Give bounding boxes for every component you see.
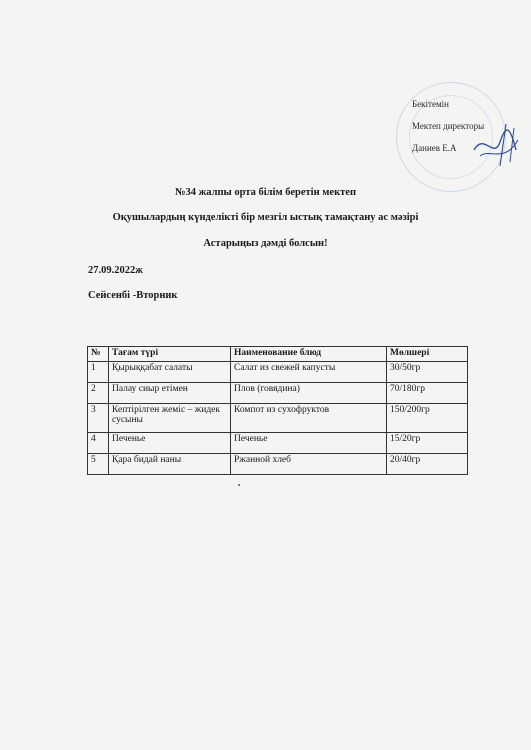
cell-quantity: 30/50гр — [387, 362, 468, 383]
menu-table — [87, 346, 468, 475]
table-row — [88, 404, 468, 433]
menu-title: Оқушылардың күнделікті бір мезгіл ыстық тамақтану ас мәзірі — [112, 212, 419, 223]
menu-wish: Астарыңыз дәмді болсын! — [203, 238, 328, 249]
col-header-number: № — [88, 347, 109, 362]
cell-dish-ru: Компот из сухофруктов — [231, 404, 387, 433]
cell-quantity: 70/180гр — [387, 383, 468, 404]
table-row — [88, 433, 468, 454]
cell-dish-kz: Кептірілген жеміс – жидек сусыны — [109, 404, 231, 433]
school-name: №34 жалпы орта білім беретін мектеп — [174, 187, 356, 198]
table-row — [88, 383, 468, 404]
cell-dish-kz: Печенье — [109, 433, 231, 454]
table-row — [88, 362, 468, 383]
table-header-row — [88, 347, 468, 362]
cell-dish-kz: Палау сиыр етімен — [109, 383, 231, 404]
cell-dish-ru: Печенье — [231, 433, 387, 454]
cell-number: 4 — [88, 433, 109, 454]
cell-dish-ru: Ржанной хлеб — [231, 454, 387, 475]
col-header-dish-ru: Наименование блюд — [231, 347, 387, 362]
cell-dish-ru: Салат из свежей капусты — [231, 362, 387, 383]
cell-quantity: 20/40гр — [387, 454, 468, 475]
menu-day: Сейсенбі -Вторник — [88, 290, 178, 301]
cell-number: 1 — [88, 362, 109, 383]
cell-number: 5 — [88, 454, 109, 475]
cell-dish-kz: Қара бидай наны — [109, 454, 231, 475]
cell-quantity: 15/20гр — [387, 433, 468, 454]
cell-dish-kz: Қырыққабат салаты — [109, 362, 231, 383]
approval-director-name: Даниев Е.А — [412, 143, 457, 153]
cell-number: 2 — [88, 383, 109, 404]
menu-date: 27.09.2022ж — [88, 265, 143, 276]
cell-dish-ru: Плов (говядина) — [231, 383, 387, 404]
scan-speck — [238, 484, 240, 486]
table-row — [88, 454, 468, 475]
col-header-dish-kz: Тағам түрі — [109, 347, 231, 362]
signature-icon — [470, 120, 522, 170]
approval-title: Бекітемін — [412, 99, 449, 109]
col-header-quantity: Мөлшері — [387, 347, 468, 362]
approval-position: Мектеп директоры — [412, 121, 485, 131]
cell-quantity: 150/200гр — [387, 404, 468, 433]
cell-number: 3 — [88, 404, 109, 433]
